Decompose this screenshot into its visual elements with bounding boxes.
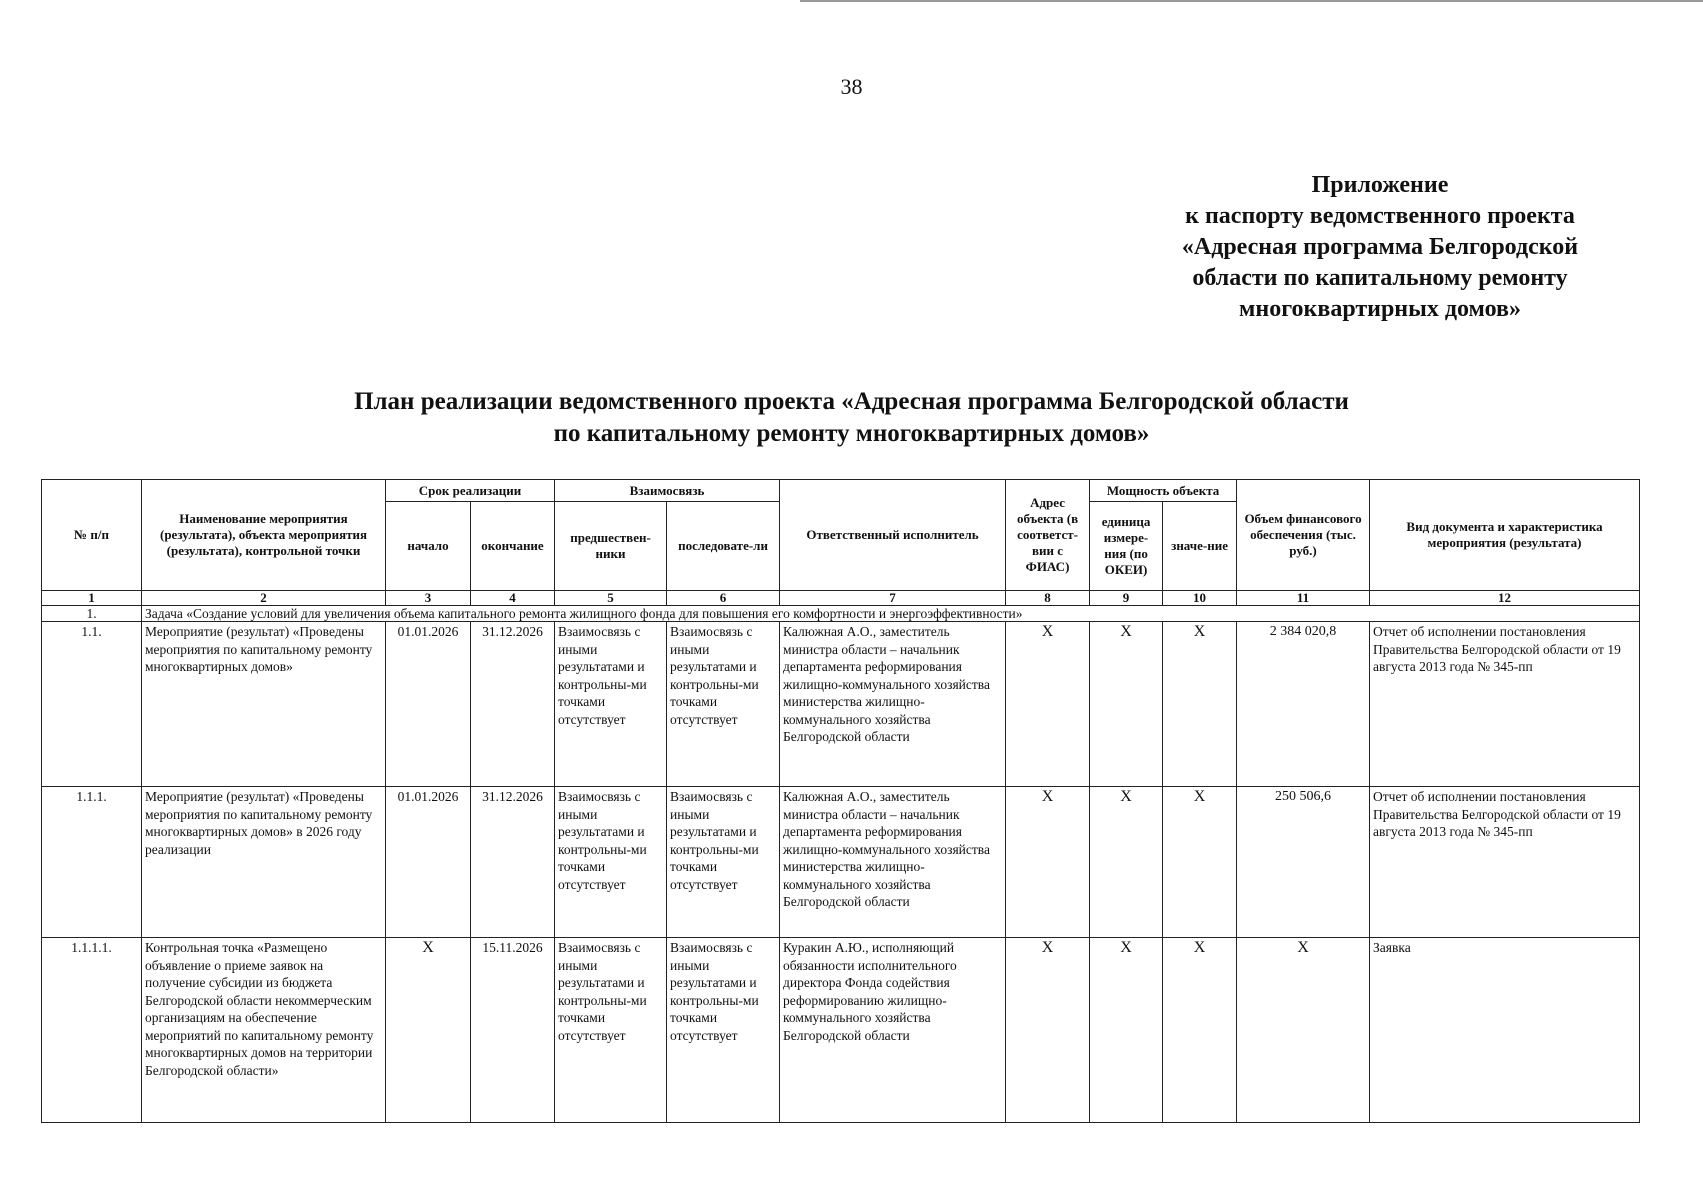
scan-top-edge-line: [800, 0, 1703, 2]
header-document: Вид документа и характеристика мероприятия (результата): [1370, 480, 1640, 591]
column-number: 8: [1006, 591, 1090, 606]
document-title-line: План реализации ведомственного проекта «Адресная программа Белгородской области: [354, 388, 1349, 415]
header-end: окончание: [471, 502, 555, 591]
row-executor: Калюжная А.О., заместитель министра области – начальник департамента реформирования жилищно-коммунального хозяйства министерства жилищно-коммунального хозяйства Белгородской области: [780, 622, 1006, 787]
row-document: Отчет об исполнении постановления Правительства Белгородской области от 19 августа 2013 года № 345-пп: [1370, 787, 1640, 938]
row-start: 01.01.2026: [386, 622, 471, 787]
table-row: [42, 938, 1640, 1123]
row-predecessors: Взаимосвязь с иными результатами и контрольны-ми точками отсутствует: [555, 938, 667, 1123]
header-predecessors: предшествен-ники: [555, 502, 667, 591]
row-address: Х: [1006, 787, 1090, 938]
row-start: Х: [386, 938, 471, 1123]
header-value: значе-ние: [1163, 502, 1237, 591]
header-capacity: Мощность объекта: [1090, 480, 1237, 502]
row-predecessors: Взаимосвязь с иными результатами и контрольны-ми точками отсутствует: [555, 622, 667, 787]
row-end: 31.12.2026: [471, 787, 555, 938]
row-predecessors: Взаимосвязь с иными результатами и контрольны-ми точками отсутствует: [555, 787, 667, 938]
column-number: 7: [780, 591, 1006, 606]
row-num: 1.1.1.: [42, 787, 142, 938]
header-relation: Взаимосвязь: [555, 480, 780, 502]
appendix-line: к паспорту ведомственного проекта: [1185, 203, 1575, 229]
column-number: 4: [471, 591, 555, 606]
header-volume: Объем финансового обеспечения (тыс. руб.): [1237, 480, 1370, 591]
header-successors: последовате-ли: [667, 502, 780, 591]
row-successors: Взаимосвязь с иными результатами и контрольны-ми точками отсутствует: [667, 938, 780, 1123]
header-executor: Ответственный исполнитель: [780, 480, 1006, 591]
row-volume: 2 384 020,8: [1237, 622, 1370, 787]
table-row: [42, 787, 1640, 938]
row-address: Х: [1006, 622, 1090, 787]
column-number: 1: [42, 591, 142, 606]
row-executor: Куракин А.Ю., исполняющий обязанности исполнительного директора Фонда содействия реформированию жилищно-коммунального хозяйства Белгородской области: [780, 938, 1006, 1123]
header-name: Наименование мероприятия (результата), объекта мероприятия (результата), контрольной точки: [142, 480, 386, 591]
column-number: 6: [667, 591, 780, 606]
appendix-line: области по капитальному ремонту: [1192, 265, 1568, 291]
row-volume: Х: [1237, 938, 1370, 1123]
table-row: [42, 622, 1640, 787]
column-number-row: [42, 591, 1640, 606]
row-value: Х: [1163, 787, 1237, 938]
document-title: [0, 386, 1703, 450]
column-number: 9: [1090, 591, 1163, 606]
appendix-line: Приложение: [1311, 172, 1449, 198]
row-unit: Х: [1090, 787, 1163, 938]
appendix-line: многоквартирных домов»: [1239, 296, 1521, 322]
header-address: Адрес объекта (в соответст-вии с ФИАС): [1006, 480, 1090, 591]
row-value: Х: [1163, 622, 1237, 787]
column-number: 11: [1237, 591, 1370, 606]
row-name: Мероприятие (результат) «Проведены мероприятия по капитальному ремонту многоквартирных домов»: [142, 622, 386, 787]
row-document: Заявка: [1370, 938, 1640, 1123]
appendix-line: «Адресная программа Белгородской: [1181, 234, 1579, 260]
task-row: [42, 606, 1640, 622]
row-end: 15.11.2026: [471, 938, 555, 1123]
row-num: 1.1.: [42, 622, 142, 787]
task-text: Задача «Создание условий для увеличения объема капитального ремонта жилищного фонда для повышения его комфортности и энергоэффективности»: [142, 606, 1640, 622]
appendix-heading: [1110, 170, 1650, 325]
row-name: Контрольная точка «Размещено объявление о приеме заявок на получение субсидии из бюджета Белгородской области некоммерческим организациям на обеспечение мероприятий по капитальному ремонту многоквартирных домов на территории Белгородской области»: [142, 938, 386, 1123]
table-header-row: [42, 480, 1640, 502]
row-successors: Взаимосвязь с иными результатами и контрольны-ми точками отсутствует: [667, 787, 780, 938]
header-num: № п/п: [42, 480, 142, 591]
column-number: 10: [1163, 591, 1237, 606]
page-number: 38: [840, 74, 863, 99]
header-unit: единица измере-ния (по ОКЕИ): [1090, 502, 1163, 591]
row-unit: Х: [1090, 622, 1163, 787]
column-number: 2: [142, 591, 386, 606]
row-unit: Х: [1090, 938, 1163, 1123]
column-number: 3: [386, 591, 471, 606]
row-value: Х: [1163, 938, 1237, 1123]
header-start: начало: [386, 502, 471, 591]
column-number: 12: [1370, 591, 1640, 606]
row-address: Х: [1006, 938, 1090, 1123]
row-successors: Взаимосвязь с иными результатами и контрольны-ми точками отсутствует: [667, 622, 780, 787]
row-num: 1.1.1.1.: [42, 938, 142, 1123]
row-volume: 250 506,6: [1237, 787, 1370, 938]
row-end: 31.12.2026: [471, 622, 555, 787]
task-num: 1.: [42, 606, 142, 622]
row-executor: Калюжная А.О., заместитель министра области – начальник департамента реформирования жилищно-коммунального хозяйства министерства жилищно-коммунального хозяйства Белгородской области: [780, 787, 1006, 938]
document-title-line: по капитальному ремонту многоквартирных домов»: [553, 420, 1150, 447]
header-period: Срок реализации: [386, 480, 555, 502]
row-name: Мероприятие (результат) «Проведены мероприятия по капитальному ремонту многоквартирных домов» в 2026 году реализации: [142, 787, 386, 938]
implementation-plan-table: [41, 479, 1640, 1123]
column-number: 5: [555, 591, 667, 606]
row-start: 01.01.2026: [386, 787, 471, 938]
row-document: Отчет об исполнении постановления Правительства Белгородской области от 19 августа 2013 года № 345-пп: [1370, 622, 1640, 787]
